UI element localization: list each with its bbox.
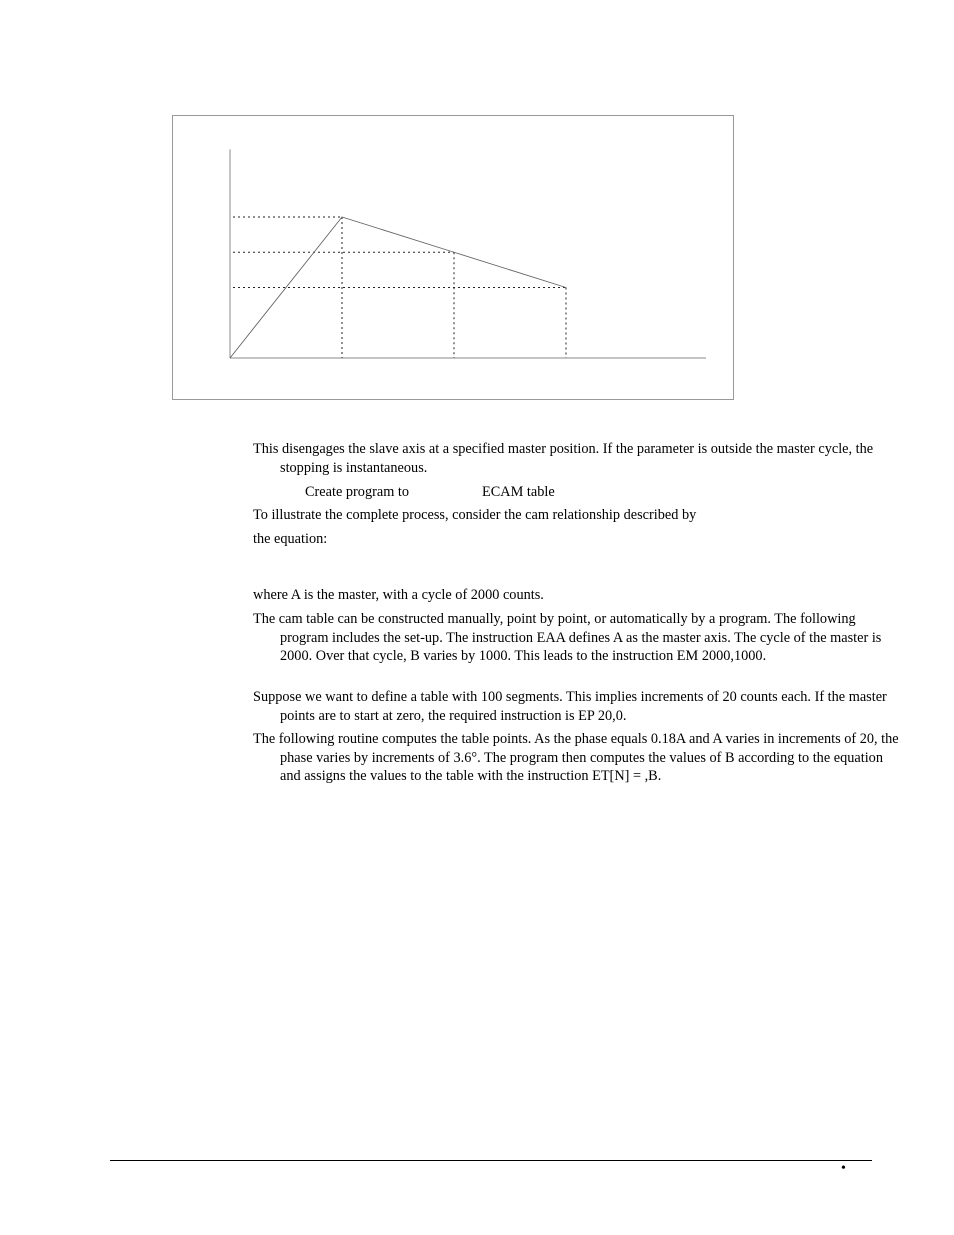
illustrate-paragraph: To illustrate the complete process, consider the cam relationship described by	[253, 507, 697, 523]
segments-paragraph: Suppose we want to define a table with 100 segments. This implies increments of 20 counts each. If the master points are to start at zero, the required instruction is EP 20,0.	[253, 689, 887, 724]
footer-bullet: •	[841, 1161, 846, 1176]
cam-table-paragraph: The cam table can be constructed manually, point by point, or automatically by a program. The following program includes the set-up. The instruction EAA defines A as the master axis. The cycle of the master is 2000. Over that cycle, B varies by 1000. This leads to the instruction EM 2000,1000.	[253, 611, 882, 664]
routine-paragraph: The following routine computes the table points. As the phase equals 0.18A and A varies in increments of 20, the phase varies by increments of 3.6°. The program then computes the values of B according to the equation and assigns the values to the table with the instruction ET[N] = ,B.	[253, 731, 899, 784]
cam-diagram-frame	[172, 115, 734, 400]
step-label-left: Create program to	[305, 484, 410, 500]
cam-diagram	[173, 116, 733, 399]
disengage-paragraph: This disengages the slave axis at a specified master position. If the parameter is outside the master cycle, the stopping is instantaneous.	[253, 441, 874, 476]
footer-rule	[110, 1160, 872, 1161]
equation-intro: the equation:	[253, 531, 328, 547]
master-cycle-paragraph: where A is the master, with a cycle of 2000 counts.	[253, 587, 544, 603]
step-label-right: ECAM table	[482, 484, 555, 500]
